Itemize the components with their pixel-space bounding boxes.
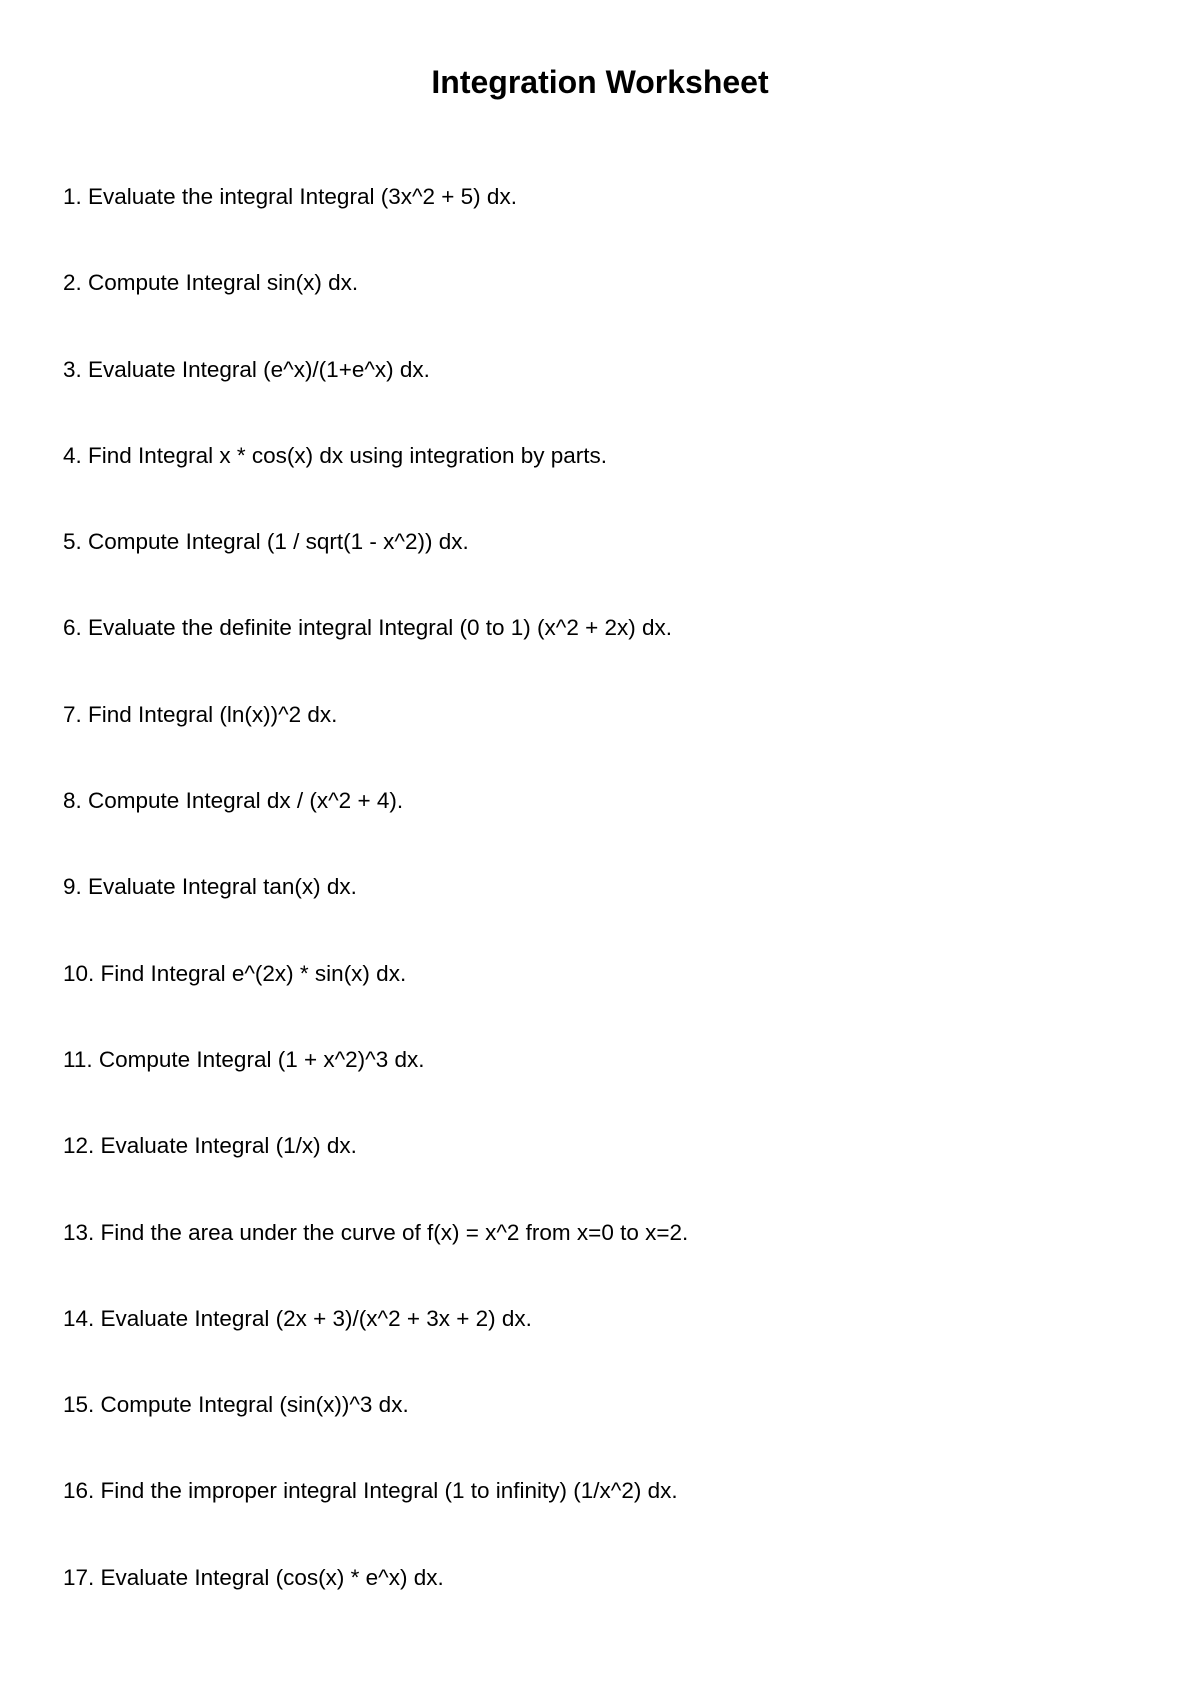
question-list xyxy=(63,182,688,1649)
question-item: 15. Compute Integral (sin(x))^3 dx. xyxy=(63,1392,409,1418)
question-item: 9. Evaluate Integral tan(x) dx. xyxy=(63,874,357,900)
question-item: 7. Find Integral (ln(x))^2 dx. xyxy=(63,701,338,727)
question-item: 3. Evaluate Integral (e^x)/(1+e^x) dx. xyxy=(63,356,430,382)
question-item: 17. Evaluate Integral (cos(x) * e^x) dx. xyxy=(63,1564,444,1590)
question-item: 1. Evaluate the integral Integral (3x^2 + 5) dx. xyxy=(63,184,517,209)
question-item: 10. Find Integral e^(2x) * sin(x) dx. xyxy=(63,960,407,986)
question-item: 13. Find the area under the curve of f(x) = x^2 from x=0 to x=2. xyxy=(63,1219,689,1245)
question-item: 16. Find the improper integral Integral (1 to infinity) (1/x^2) dx. xyxy=(63,1478,678,1504)
question-item: 12. Evaluate Integral (1/x) dx. xyxy=(63,1133,357,1159)
question-item: 11. Compute Integral (1 + x^2)^3 dx. xyxy=(63,1046,425,1072)
question-item: 6. Evaluate the definite integral Integral (0 to 1) (x^2 + 2x) dx. xyxy=(63,615,673,641)
question-item: 2. Compute Integral sin(x) dx. xyxy=(63,270,359,296)
question-item: 5. Compute Integral (1 / sqrt(1 - x^2)) dx. xyxy=(63,529,469,555)
page-title: Integration Worksheet xyxy=(431,64,769,100)
question-item: 8. Compute Integral dx / (x^2 + 4). xyxy=(63,788,404,814)
question-item: 4. Find Integral x * cos(x) dx using integration by parts. xyxy=(63,442,608,468)
question-item: 14. Evaluate Integral (2x + 3)/(x^2 + 3x + 2) dx. xyxy=(63,1305,532,1331)
